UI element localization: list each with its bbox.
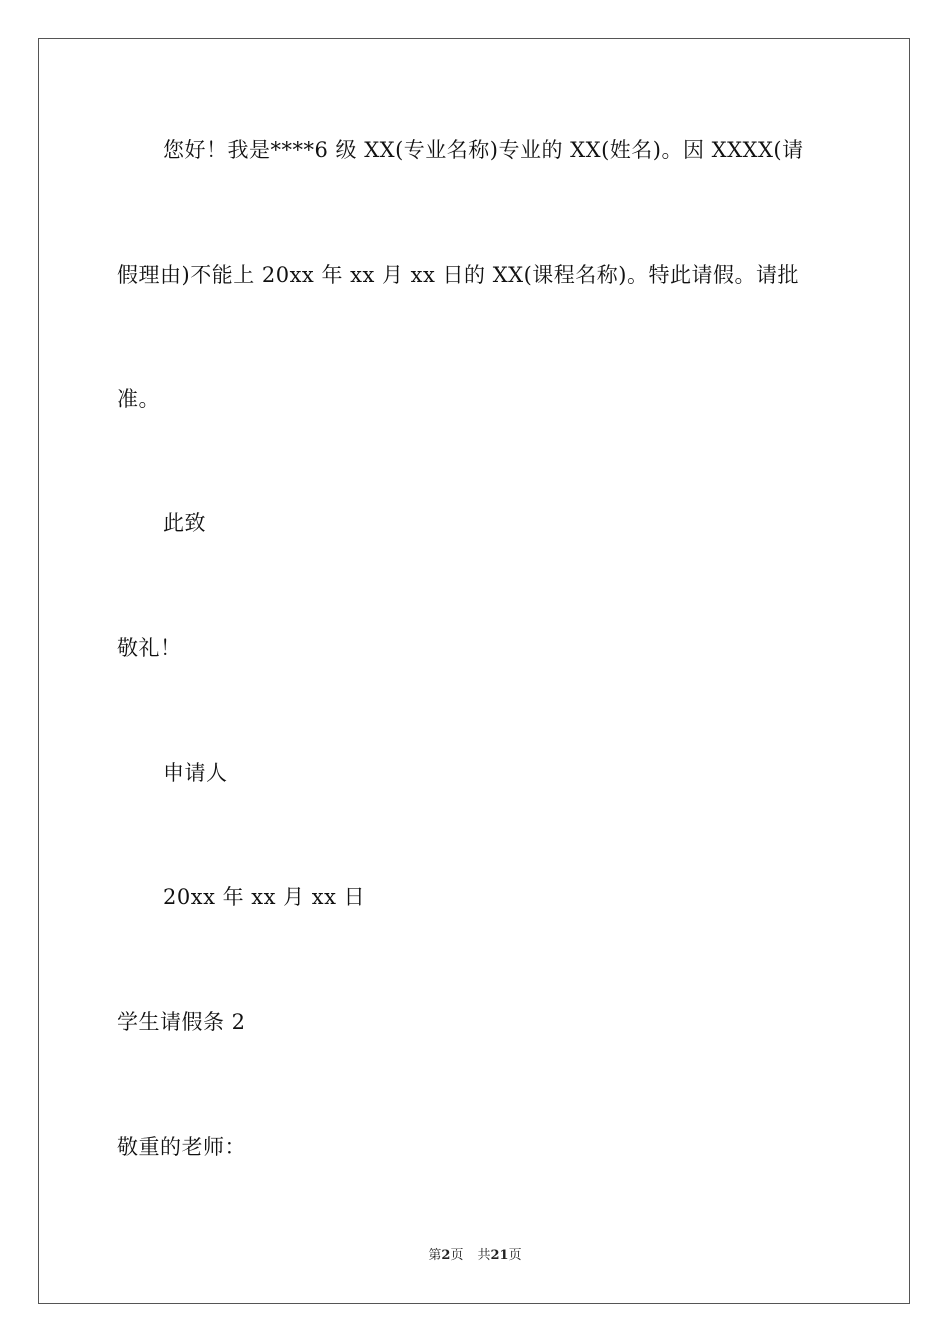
footer-page-number: 2 (441, 1248, 451, 1263)
body-paragraph-line-2: 假理由)不能上 20xx 年 xx 月 xx 日的 XX(课程名称)。特此请假。请批 (117, 263, 799, 287)
footer-page-suffix: 页 (450, 1248, 464, 1263)
page-border (38, 38, 910, 1304)
greeting-line: 敬重的老师： (117, 1135, 246, 1159)
applicant-label: 申请人 (163, 761, 228, 785)
footer-page-prefix: 第 (428, 1248, 442, 1263)
footer-total-prefix: 共 (477, 1248, 491, 1263)
footer-total-suffix: 页 (508, 1248, 522, 1263)
section-title: 学生请假条 2 (117, 1010, 246, 1034)
page-footer (0, 1247, 950, 1265)
closing-regards: 敬礼！ (117, 636, 182, 660)
body-paragraph-line-1: 您好！我是****6 级 XX(专业名称)专业的 XX(姓名)。因 XXXX(请 (163, 138, 804, 162)
body-paragraph-line-3: 准。 (117, 387, 160, 411)
date-line: 20xx 年 xx 月 xx 日 (163, 885, 366, 909)
footer-total-pages: 21 (490, 1248, 509, 1263)
closing-salutation: 此致 (163, 511, 206, 535)
